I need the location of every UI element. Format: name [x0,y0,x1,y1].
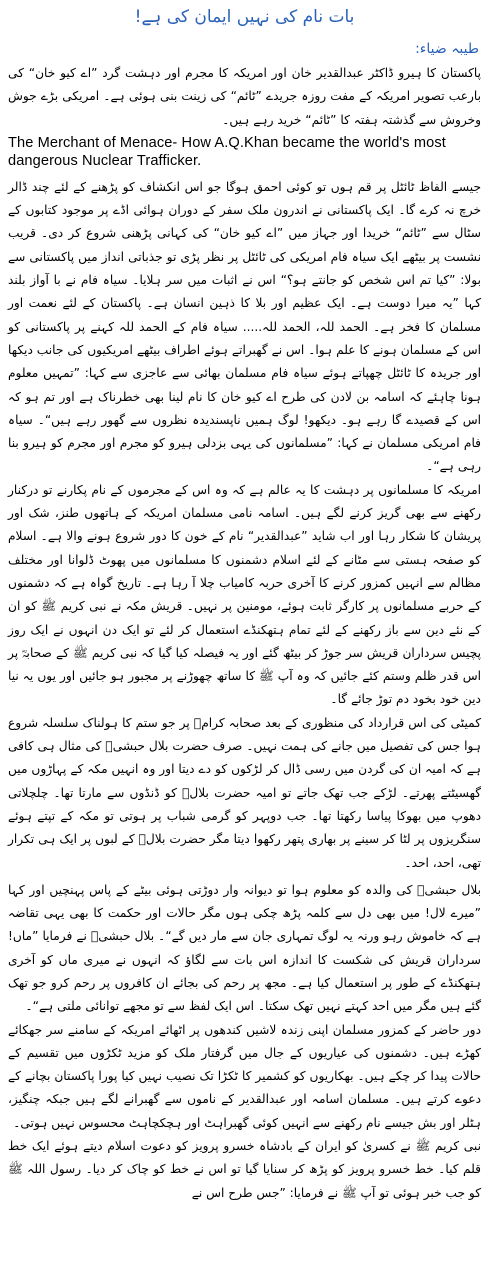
body-paragraph-1: جیسے الفاظ ٹائٹل پر قم ہوں تو کوئی احمق ہوگا جو اس انکشاف کو پڑھنے کے لئے چند ڈالر خرچ نہ کرے گا۔ ایک پاکستانی نے اندرون ملک سفر کے دوران ہوائی اڈے پر موجود کتابوں کے سٹال سے ”ٹائم“ خریدا اور جہاز میں ”اے کیو خان“ کی کہانی پڑھنی شروع کر دی۔ قریب نشست پر بیٹھے ایک سیاہ فام امریکی کی ٹائٹل پر نظر پڑی تو جذباتی انداز میں پاکستانی سے بولا: ”کیا تم اس شخص کو جانتے ہو؟“ اس نے اثبات میں سر ہلایا۔ سیاہ فام نے با آواز بلند کہا ”یہ میرا دوست ہے۔ ایک عظیم اور بلا کا ذہین انسان ہے۔ پاکستان کے لئے نعمت اور مسلمان کا فخر ہے۔ الحمد للہ، الحمد للہ..... سیاہ فام کے الحمد للہ کہنے پر پاکستانی کو اس کے مسلمان ہونے کا علم ہوا۔ اس نے گھبراتے ہوئے اطراف بیٹھے امریکیوں کی جانب دیکھا اور جریدہ کا ٹائٹل چھپاتے ہوئے سیاہ فام مسلمان بھائی سے عاجزی سے کہا: ”تمہیں معلوم ہونا چاہئے کہ اسامہ بن لادن کی طرح اے کیو خان کا نام لینا بھی خطرناک ہے اور تم ہو کہ اس کے قصیدے گا رہے ہو۔ دیکھو! لوگ ہمیں ناپسندیدہ نظروں سے گھور رہے ہیں“۔ سیاہ فام امریکی مسلمان نے کہا: ”مسلمانوں کی یہی بزدلی ہیرو کو مجرم اور مجرم کو ہیرو بنا رہی ہے“۔ [8,179,481,474]
article-title: بات نام کی نہیں ایمان کی ہے! [134,7,355,27]
english-headline: The Merchant of Menace- How A.Q.Khan became the world's most dangerous Nuclear Trafficker. [8,134,446,169]
body-paragraph-2: امریکہ کا مسلمانوں پر دہشت کا یہ عالم ہے کہ وہ اس کے مجرموں کے نام پکارنے تو درکنار رکھنے سے بھی گریز کرنے لگے ہیں۔ اسامہ نامی مسلمان امریکہ کے ہاتھوں طنز، شک اور پریشان کا شکار رہا اور اب شاید ”عبدالقدیر“ نام کے خون کا دور شروع ہونے والا ہے۔ اسلام کو صفحہ ہستی سے مٹانے کے لئے اسلام دشمنوں کا مسلمانوں میں پھوٹ ڈلوانا اور مختلف مظالم سے انہیں کمزور کرنے کا آخری حربہ کامیاب چلا آ رہا ہے۔ تاریخ گواہ ہے کہ دشمنوں کے حربے مسلمانوں پر کارگر ثابت ہوئے، مومنین پر نہیں۔ قریش مکہ نے نبی کریم ﷺ کو ان کے نئے دین سے باز رکھنے کے لئے تمام ہتھکنڈے استعمال کر لئے تو ایک دن انہوں نے ایک روز پچیس سرداران قریش سر جوڑ کر بیٹھ گئے اور یہ فیصلہ کیا گیا کہ نبی کریم ﷺ کے صحابہؓ پر اس قدر ظلم وستم کئے جائیں کہ وہ آپ ﷺ کا ساتھ چھوڑنے پر مجبور ہو جائیں اور یوں یہ نیا دین خود بخود دم توڑ جائے گا۔ [8,482,481,707]
body-paragraph-5: دور حاضر کے کمزور مسلمان اپنی زندہ لاشیں کندھوں پر اٹھائے امریکہ کے سامنے سر جھکائے کھڑے ہیں۔ دشمنوں کی عیاریوں کے جال میں گرفتار ملک کو مزید ٹکڑوں میں تقسیم کے حالات پیدا کر چکے ہیں۔ بھکاریوں کو کشمیر کا ٹکڑا تک نصیب نہیں کیا پورا پاکستان بچانے کے دعوے کرتے ہیں۔ مسلمان اسامہ اور عبدالقدیر کے ناموں سے گھبرانے لگے ہیں جبکہ چنگیز، ہٹلر اور بش جیسے نام رکھنے سے انہیں کوئی گھبراہٹ اور ہچکچاہٹ محسوس نہیں ہوتی۔ [8,1022,481,1130]
body-paragraph-6: نبی کریم ﷺ نے کسریٰ کو ایران کے بادشاہ خسرو پرویز کو دعوت اسلام دیتے ہوئے ایک خط قلم کیا۔ خط خسرو پرویز کو پڑھ کر سنایا گیا تو اس نے خط کو چاک کر دیا۔ رسول اللہ ﷺ کو جب خبر ہوئی تو آپ ﷺ نے فرمایا: ”جس طرح اس نے [8,1139,481,1200]
intro-paragraph: پاکستان کا ہیرو ڈاکٹر عبدالقدیر خان اور امریکہ کا مجرم اور دہشت گرد ”اے کیو خان“ کی بارعب تصویر امریکہ کے مفت روزہ جریدے ”ٹائم“ کی زینت بنی ہوئی ہے۔ امریکی بڑے جوش وخروش سے گذشتہ ہفتہ کا ”ٹائم“ خرید رہے ہیں۔ [8,66,481,127]
body-paragraph-4: بلال حبشیؓ کی والدہ کو معلوم ہوا تو دیوانہ وار دوڑتی ہوئی بیٹے کے پاس پہنچیں اور کہا ”میرے لال! میں بھی دل سے کلمہ پڑھ چکی ہوں مگر حالات اور حکمت کا بھی یہی تقاضہ ہے کہ خاموش رہو ورنہ یہ لوگ تمہاری جان سے مار دیں گے“۔ بلال حبشیؓ نے فرمایا ”ماں! سرداران قریش کی شکست کا اندازہ اس بات سے لگاؤ کہ انہوں نے میری ماں کو آخری ہتھکنڈے کے طور پر استعمال کیا ہے۔ مجھ پر رحم کی بجائے ان کافروں پر رحم کرو جو تھک گئے ہیں مگر میں احد کہتے نہیں تھک سکتا۔ اس ایک لفظ سے تو مجھے توانائی ملتی ہے“۔ [8,882,481,1014]
body-paragraph-3: کمیٹی کی اس قرارداد کی منظوری کے بعد صحابہ کرامؓ پر جو ستم کا ہولناک سلسلہ شروع ہوا جس کی تفصیل میں جانے کی ہمت نہیں۔ صرف حضرت بلال حبشیؓ کی مثال ہی کافی ہے کہ امیہ ان کی گردن میں رسی ڈال کر لڑکوں کو دے دیتا اور وہ انہیں مکہ کے پہاڑوں میں گھسیٹتے پھرتے۔ لڑکے جب تھک جاتے تو امیہ حضرت بلالؓ کو ڈنڈوں سے مارتا تھا۔ چلچلاتی دھوپ میں بھوکا پیاسا رکھتا تھا۔ جب دوپہر کو گرمی شباب پر ہوتی تو مکہ کے تپتے ہوئے سنگریزوں پر لٹا کر سینے پر بھاری پتھر رکھوا دیتا مگر حضرت بلالؓ کے لبوں پر ایک ہی تکرار تھی، احد، احد۔ [8,715,481,870]
author-byline: طیبہ ضیاء: [415,41,479,57]
